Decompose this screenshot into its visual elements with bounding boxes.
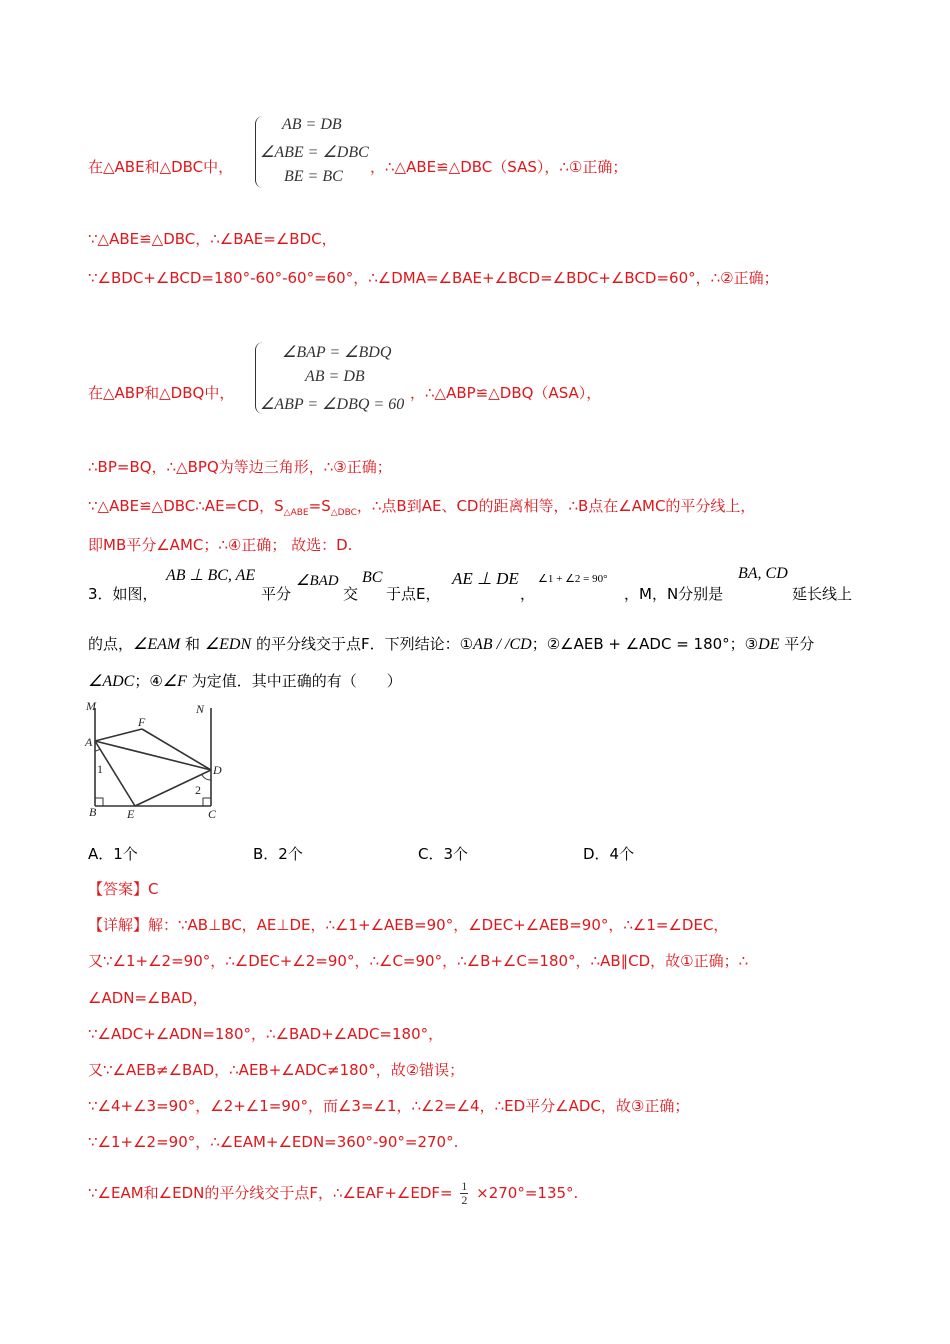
label-E: E [127,807,135,821]
q3-f1: AB ⊥ BC, AE [166,567,256,584]
label-D: D [213,763,222,777]
line-AF [95,729,142,741]
choice-b: B．2个 [253,845,303,863]
line-b2: ∵∠BDC+∠BCD=180°-60°-60°=60°，∴∠DMA=∠BAE+∠BCD=∠BDC+∠BCD=60°，∴②正确； [88,269,779,287]
figure-lines [95,708,211,806]
q3-f6: BA, CD [738,565,788,582]
choice-d: D．4个 [583,845,635,863]
label-angle-2: 2 [195,783,201,797]
solution-line-4: ∵∠ADC+∠ADN=180°，∴∠BAD+∠ADC=180°， [88,1025,444,1043]
block1-suffix: ，∴△ABE≌△DBC（SAS），∴①正确； [370,158,628,176]
label-F: F [138,715,146,729]
solution-line-1: 【详解】解：∵AB⊥BC，AE⊥DE，∴∠1+∠AEB=90°，∠DEC+∠AEB=90°，∴∠1=∠DEC， [88,916,729,934]
q3-t1: 平分 [261,585,292,603]
q3-t6: 延长线上 [792,585,853,603]
block2-eq1: ∠BAP = ∠BDQ [282,344,392,361]
block2-eq3: ∠ABP = ∠DBQ = 60 [260,396,405,413]
q3-f3: BC [362,569,383,586]
solution-line-5: 又∵∠AEB≠∠BAD，∴AEB+∠ADC≠180°，故②错误； [88,1061,465,1079]
right-angle-C [203,798,211,806]
q3-t4: ， [520,585,536,603]
line-AD [95,741,211,770]
block1-eq2: ∠ABE = ∠DBC [260,144,369,161]
block2-prefix: 在△ABP和△DBQ中， [88,384,235,402]
q3-f2: ∠BAD [296,573,339,589]
label-angle-1: 1 [97,762,103,776]
choice-a: A．1个 [88,845,138,863]
solution-line-6: ∵∠4+∠3=90°，∠2+∠1=90°，而∠3=∠1，∴∠2=∠4，∴ED平分∠ADC，故③正确； [88,1097,690,1115]
label-M: M [86,699,96,713]
solution-line-3: ∠ADN=∠BAD， [88,989,208,1007]
q3-t2: 交 [343,585,359,603]
label-C: C [208,807,217,821]
q3-t5: ，M，N分别是 [624,585,724,603]
answer: 【答案】C [88,880,159,898]
q3-f4: AE ⊥ DE [452,569,519,588]
label-N: N [196,702,205,716]
block2-suffix: ，∴△ABP≌△DBQ（ASA）， [410,384,602,402]
line-c3: 即MB平分∠AMC；∴④正确； 故选：D. [88,536,353,554]
solution-last-line: ∵∠EAM和∠EDN的平分线交于点F，∴∠EAF+∠EDF= $\frac{1}{2}$ ×270°=135°. [88,1179,579,1207]
geometry-figure [80,696,230,826]
block2-eq2: AB = DB [305,368,365,385]
block1-eq3: BE = BC [284,168,343,185]
q3-num: 3．如图， [88,585,158,603]
label-A: A [85,735,93,749]
line-c1: ∴BP=BQ，∴△BPQ为等边三角形，∴③正确； [88,458,392,476]
choice-c: C．3个 [418,845,469,863]
block1-eq1: AB = DB [282,116,342,133]
q3-line2: 的点，∠EAM 和 ∠EDN 的平分线交于点F．下列结论：①AB / /CD；②∠AEB + ∠ADC = 180°；③DE 平分 [88,635,815,653]
line-c2: ∵△ABE≌△DBC∴AE=CD，$S_{\triangle ABE}=S_{\triangle DBC}$，∴点B到AE、CD的距离相等，∴B点在∠AMC的平分线上， [88,497,756,518]
label-B: B [89,805,97,819]
solution-line-7: ∵∠1+∠2=90°，∴∠EAM+∠EDN=360°-90°=270°. [88,1133,459,1151]
q3-f5: ∠1 + ∠2 = 90° [538,573,608,585]
block1-prefix: 在△ABE和△DBC中， [88,158,234,176]
angle-mark-2 [202,775,211,780]
solution-line-2: 又∵∠1+∠2=90°，∴∠DEC+∠2=90°，∴∠C=90°，∴∠B+∠C=180°，∴AB∥CD，故①正确；∴ [88,952,749,970]
q3-line3: ∠ADC；④∠F 为定值．其中正确的有（ ） [88,672,402,690]
q3-t3: 于点E， [386,585,441,603]
line-b1: ∵△ABE≌△DBC，∴∠BAE=∠BDC， [88,230,337,248]
fraction-half: $\frac{1}{2}$ [461,1179,468,1207]
line-FD [142,729,211,770]
